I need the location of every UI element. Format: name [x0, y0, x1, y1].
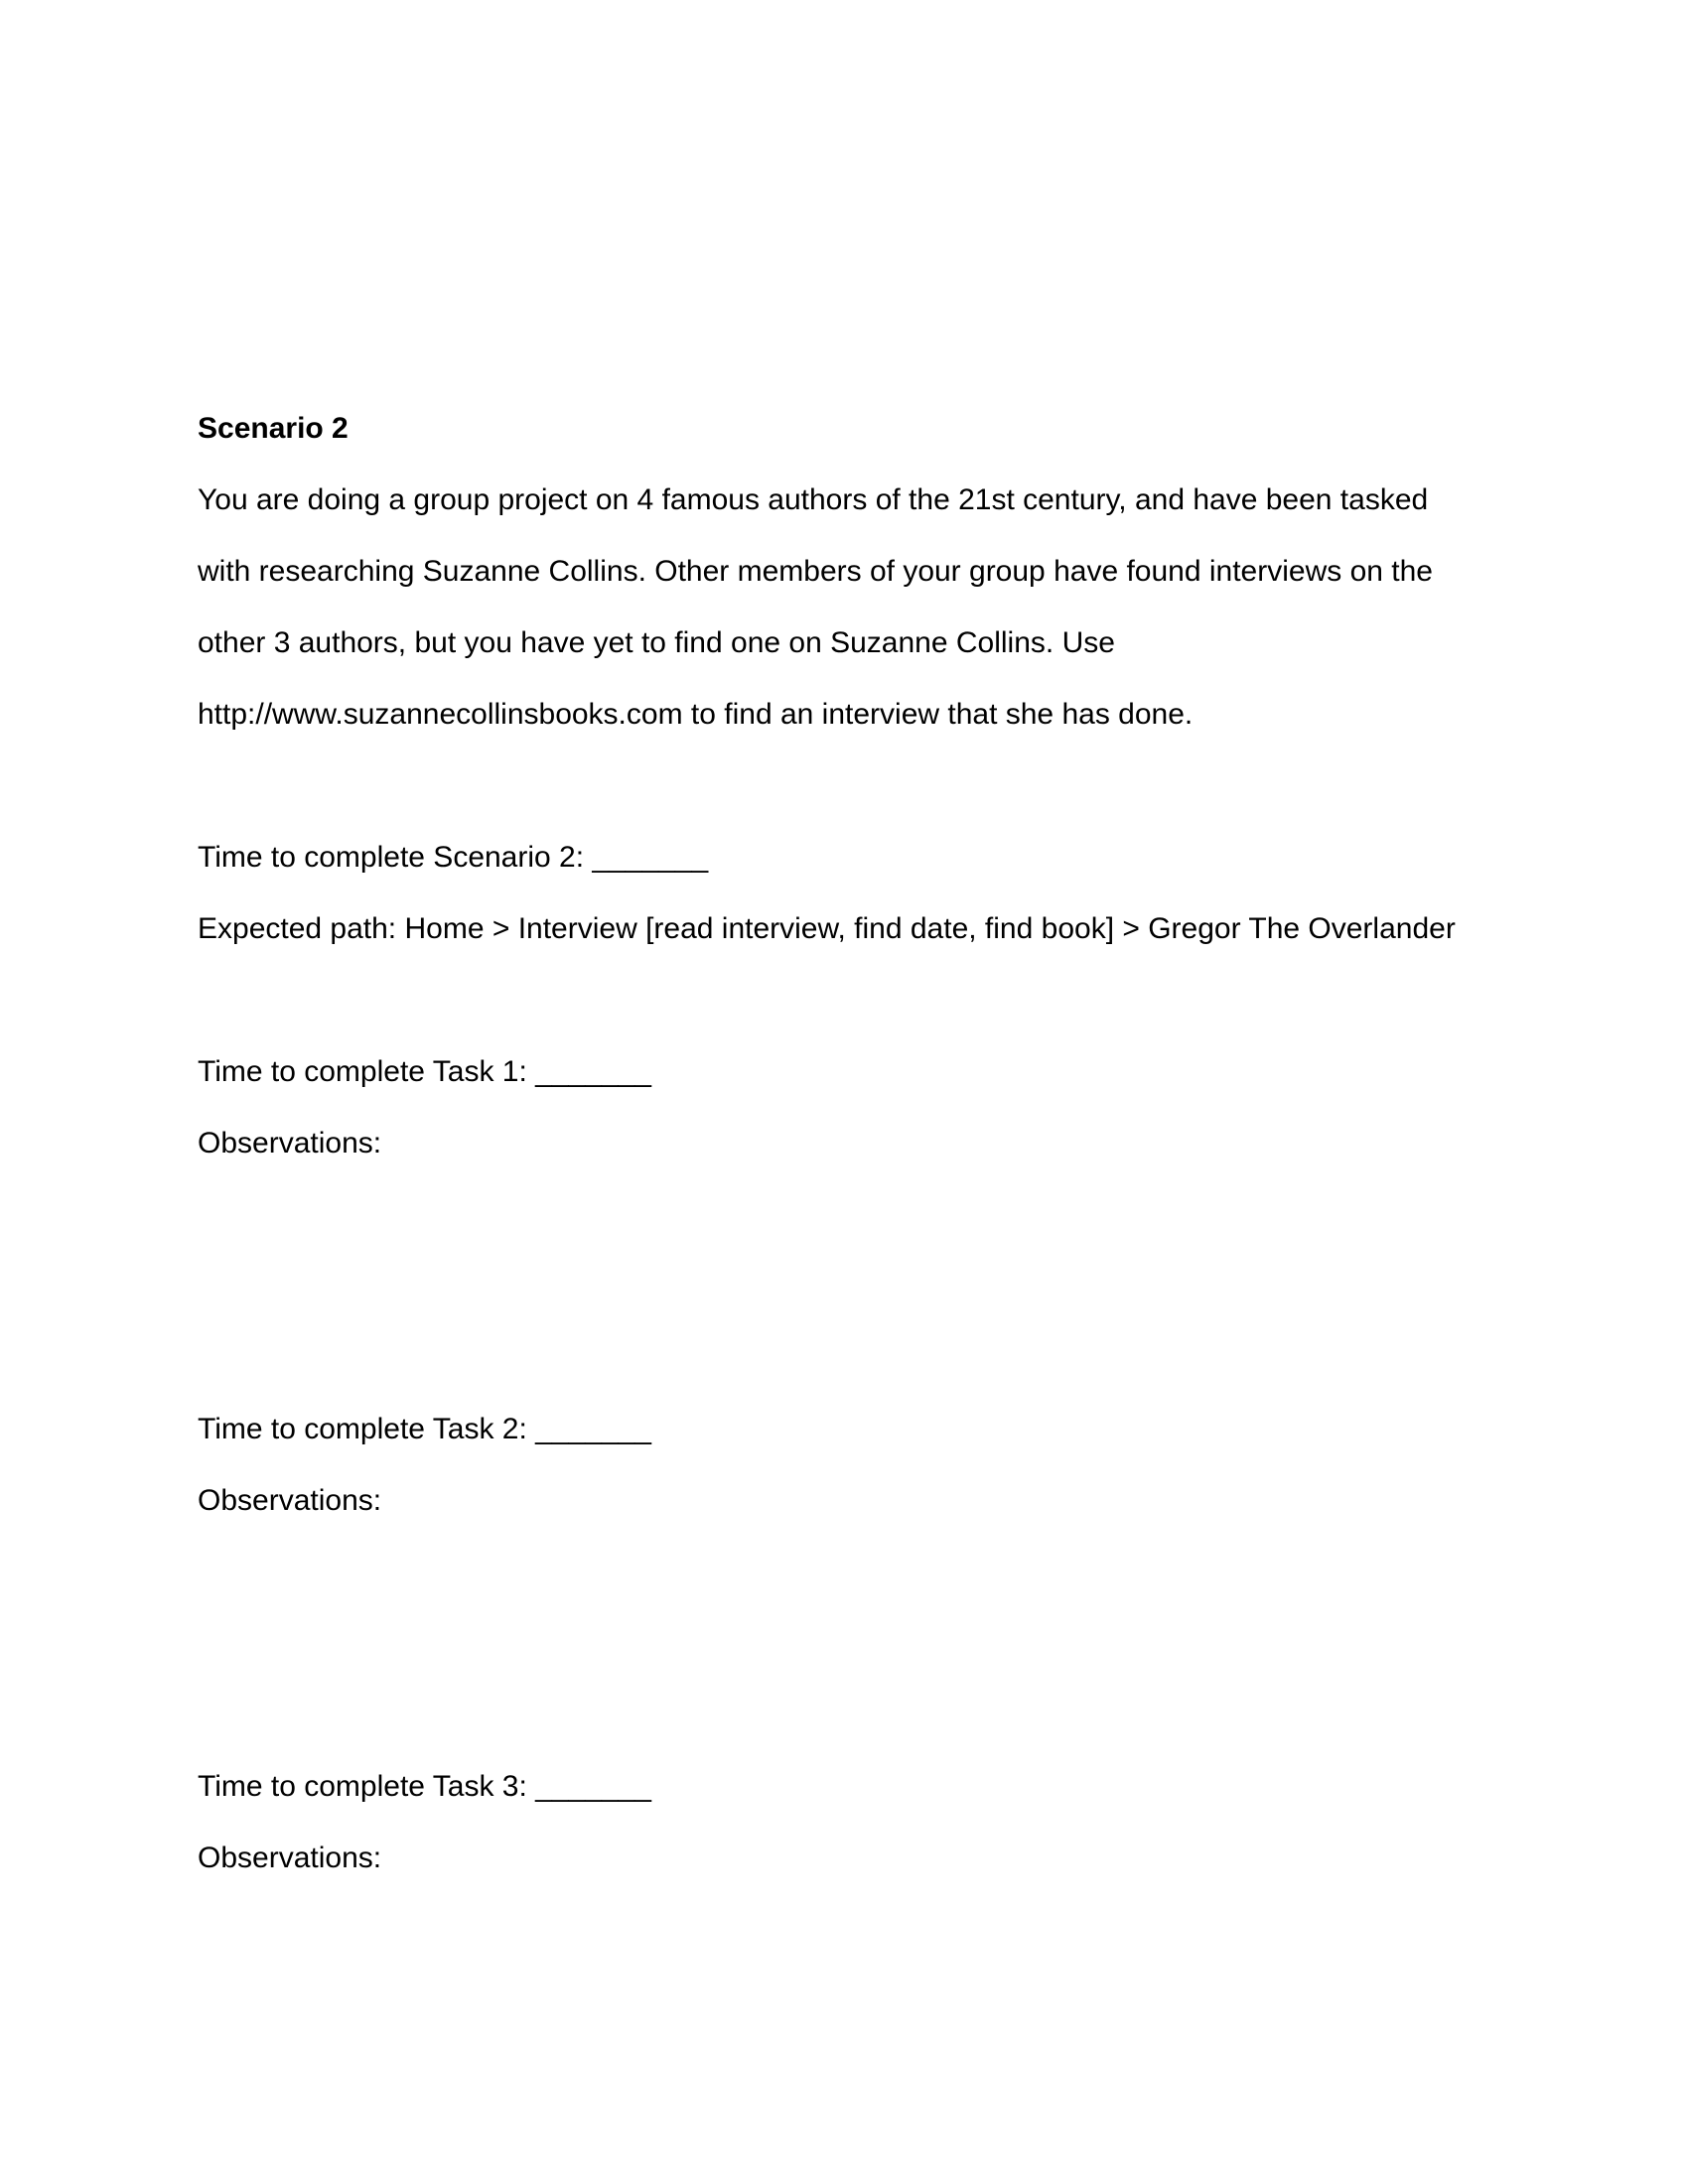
- task-3-time-label: Time to complete Task 3: _______: [198, 1770, 651, 1803]
- scenario-description-line-4: http://www.suzannecollinsbooks.com to find an interview that she has done.: [198, 698, 1194, 731]
- task-1-observations-label: Observations:: [198, 1127, 382, 1160]
- expected-path: Expected path: Home > Interview [read interview, find date, find book] > Gregor The Overlander: [198, 912, 1456, 945]
- scenario-heading: Scenario 2: [198, 412, 349, 445]
- task-1-time-label: Time to complete Task 1: _______: [198, 1055, 651, 1088]
- task-3-observations-label: Observations:: [198, 1842, 382, 1874]
- scenario-time-label: Time to complete Scenario 2: _______: [198, 841, 709, 874]
- scenario-description-line-1: You are doing a group project on 4 famous authors of the 21st century, and have been tasked: [198, 483, 1429, 516]
- task-2-observations-label: Observations:: [198, 1484, 382, 1517]
- task-2-time-label: Time to complete Task 2: _______: [198, 1413, 651, 1445]
- scenario-description-line-3: other 3 authors, but you have yet to find one on Suzanne Collins. Use: [198, 626, 1115, 659]
- scenario-description-line-2: with researching Suzanne Collins. Other members of your group have found interviews on the: [198, 555, 1433, 588]
